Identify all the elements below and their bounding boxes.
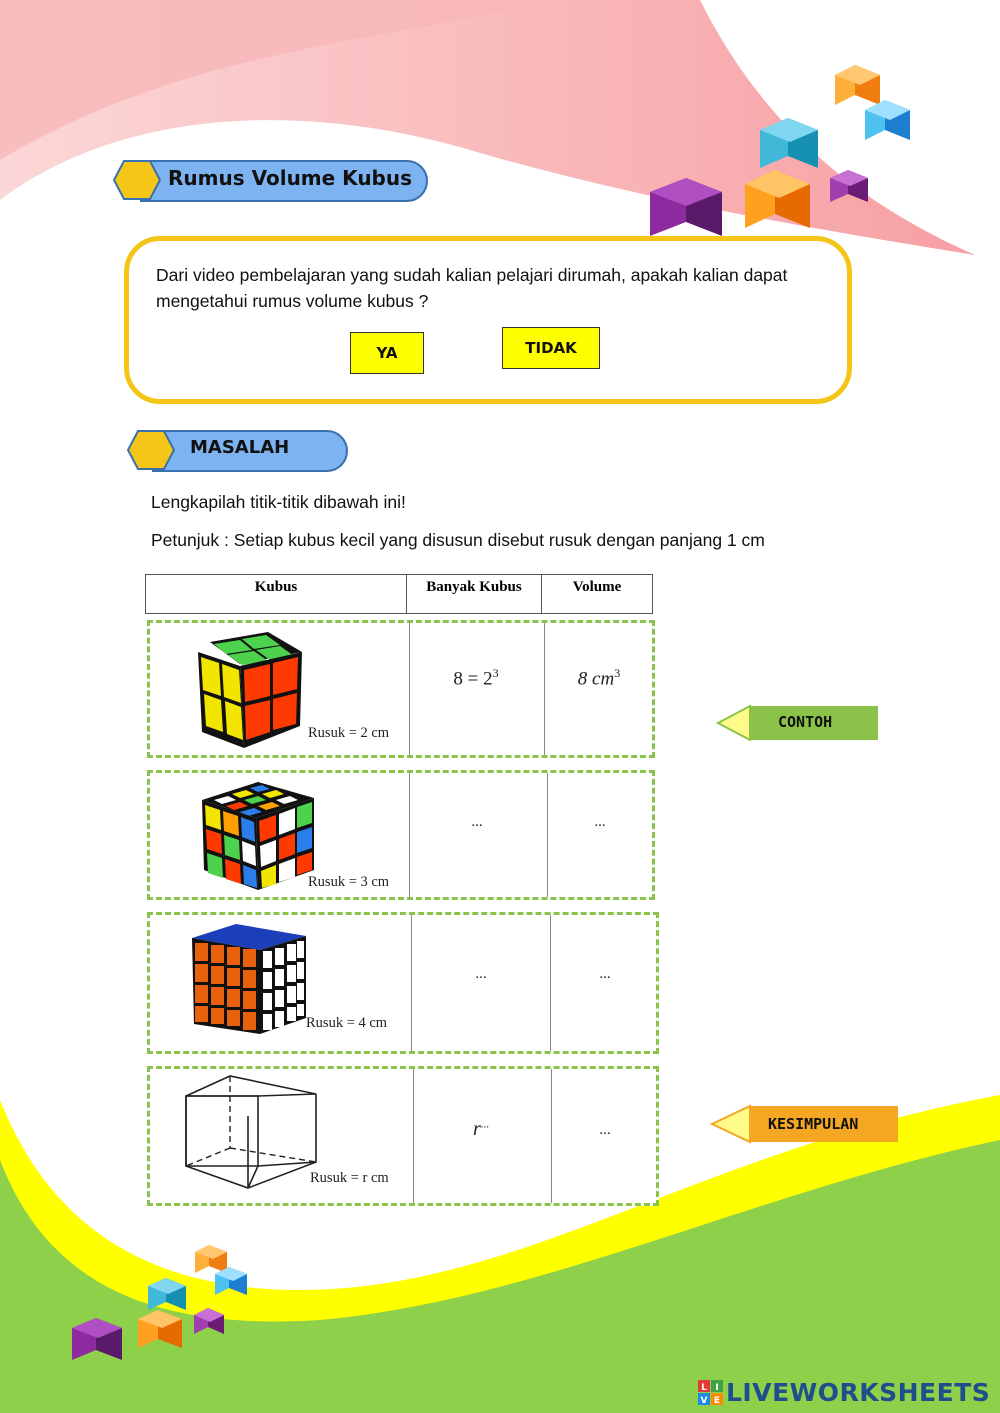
banyak-kubus-base: r	[472, 1118, 481, 1140]
brand-name[interactable]: LIVEWORKSHEETS	[726, 1378, 991, 1407]
instruction-line: Lengkapilah titik-titik dibawah ini!	[151, 492, 406, 512]
page-title: Rumus Volume Kubus	[168, 166, 413, 190]
banyak-kubus-formula[interactable]	[414, 1118, 548, 1141]
column-divider	[550, 915, 551, 1051]
column-divider	[409, 773, 410, 897]
decorative-cubes-bottom	[70, 1240, 260, 1370]
svg-text:I: I	[715, 1383, 719, 1393]
volume-exponent: 3	[614, 666, 621, 680]
volume-blank[interactable]: ...	[599, 966, 611, 982]
volume-base: 8 cm	[577, 668, 615, 690]
banyak-kubus-value	[412, 666, 540, 690]
hexagon-icon	[113, 160, 161, 200]
wireframe-cube-image	[180, 1072, 326, 1196]
rusuk-label: Rusuk = r cm	[310, 1170, 389, 1186]
banyak-kubus-exponent: 3	[492, 666, 499, 680]
decorative-cubes-top	[640, 60, 930, 260]
banyak-kubus-blank[interactable]: ...	[471, 814, 483, 830]
contoh-label: CONTOH	[778, 713, 833, 731]
column-divider	[411, 915, 412, 1051]
volume-value	[546, 666, 652, 690]
kesimpulan-label: KESIMPULAN	[768, 1115, 859, 1133]
rubiks-cube-4x4-image	[190, 920, 314, 1038]
hexagon-icon	[127, 430, 175, 470]
svg-text:E: E	[713, 1396, 721, 1406]
svg-text:L: L	[701, 1383, 707, 1393]
svg-text:V: V	[700, 1396, 708, 1406]
column-header-volume: Volume	[541, 574, 653, 614]
banyak-kubus-exponent: ...	[480, 1118, 490, 1131]
question-text: Dari video pembelajaran yang sudah kalian pelajari dirumah, apakah kalian dapat mengetahui rumus volume kubus ?	[156, 265, 788, 311]
volume-blank[interactable]: ...	[594, 814, 606, 830]
column-divider	[409, 623, 410, 755]
rubiks-cube-2x2-image	[190, 630, 314, 754]
volume-blank[interactable]: ...	[599, 1122, 611, 1138]
column-header-kubus: Kubus	[145, 574, 407, 614]
problem-title: MASALAH	[190, 437, 290, 458]
banyak-kubus-base: 8 = 2	[453, 668, 493, 690]
rusuk-label: Rusuk = 3 cm	[308, 874, 390, 890]
column-divider	[544, 623, 545, 755]
liveworksheets-logo-icon	[698, 1380, 724, 1406]
yes-button[interactable]: YA	[350, 332, 424, 374]
column-divider	[547, 773, 548, 897]
hint-line: Petunjuk : Setiap kubus kecil yang disusun disebut rusuk dengan panjang 1 cm	[151, 530, 765, 550]
no-button[interactable]: TIDAK	[502, 327, 600, 369]
column-header-banyak-kubus: Banyak Kubus	[406, 574, 542, 614]
rubiks-cube-3x3-image	[196, 778, 320, 894]
rusuk-label: Rusuk = 2 cm	[308, 725, 390, 741]
banyak-kubus-blank[interactable]: ...	[475, 966, 487, 982]
rusuk-label: Rusuk = 4 cm	[306, 1015, 388, 1031]
